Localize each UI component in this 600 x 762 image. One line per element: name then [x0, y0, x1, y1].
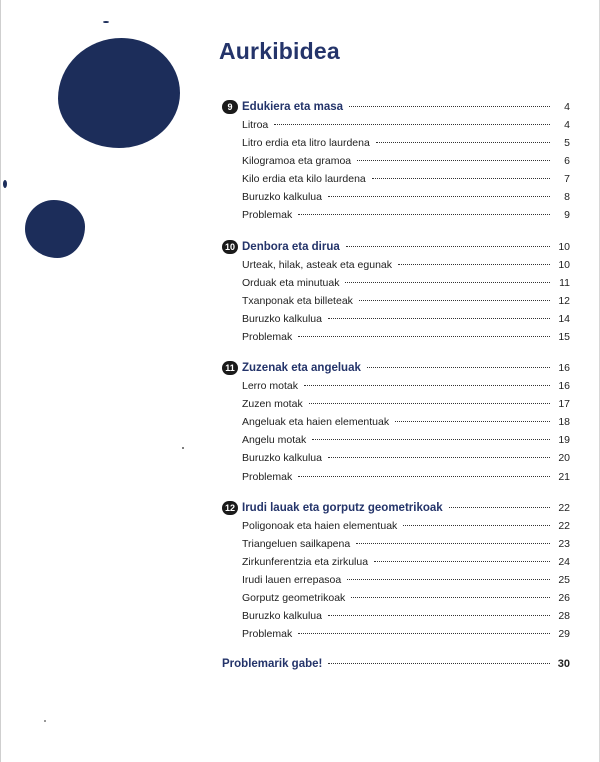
chapter-title-wrap: [222, 240, 340, 254]
toc-entry[interactable]: [222, 434, 570, 452]
chapter-title-wrap: [222, 501, 443, 515]
page-number: 28: [558, 610, 570, 623]
leader-dots: [298, 476, 550, 477]
leader-dots: [349, 106, 550, 107]
chapter-title: Irudi lauak eta gorputz geometrikoak: [242, 501, 443, 514]
toc-entry[interactable]: [222, 556, 570, 574]
page-number: 5: [564, 137, 570, 150]
toc-entry[interactable]: [222, 155, 570, 173]
leader-dots: [359, 300, 550, 301]
ink-blot-large: [58, 38, 180, 148]
page-number: 22: [558, 519, 570, 532]
leader-dots: [351, 597, 550, 598]
toc-entry[interactable]: [222, 380, 570, 398]
chapter-title: Zuzenak eta angeluak: [242, 362, 361, 375]
toc-entry[interactable]: [222, 137, 570, 155]
page-number: 19: [558, 434, 570, 447]
toc-entry[interactable]: [222, 259, 570, 277]
entry-title: Urteak, hilak, asteak eta egunak: [242, 258, 393, 271]
ink-blot-small: [25, 200, 85, 258]
toc-section: [222, 100, 570, 228]
leader-dots: [328, 318, 550, 319]
toc-chapter-heading[interactable]: [222, 501, 570, 520]
leader-dots: [398, 264, 550, 265]
page-number: 17: [558, 398, 570, 411]
page-number: 9: [564, 209, 570, 222]
leader-dots: [374, 561, 550, 562]
page-number: 29: [558, 628, 570, 641]
entry-title: Problemak: [242, 470, 293, 483]
entry-title: Kilogramoa eta gramoa: [242, 155, 352, 168]
page-number: 18: [558, 416, 570, 429]
entry-title: Buruzko kalkulua: [242, 312, 322, 325]
toc-entry[interactable]: [222, 538, 570, 556]
entry-title: Angeluak eta haien elementuak: [242, 416, 390, 429]
page-number: 25: [558, 573, 570, 586]
entry-title: Litroa: [242, 119, 269, 131]
entry-title: Problemak: [242, 330, 293, 343]
entry-title: Orduak eta minutuak: [242, 276, 340, 289]
leader-dots: [328, 615, 550, 616]
ink-speck: [182, 447, 184, 449]
chapter-title: Denbora eta dirua: [242, 240, 340, 253]
leader-dots: [403, 525, 550, 526]
toc-final-entry[interactable]: [222, 658, 570, 676]
toc-entry[interactable]: [222, 610, 570, 628]
table-of-contents: [222, 100, 570, 676]
page-number: 22: [558, 501, 570, 514]
leader-dots: [357, 160, 550, 161]
toc-entry[interactable]: [222, 452, 570, 470]
toc-entry[interactable]: [222, 471, 570, 489]
page-number: 10: [558, 258, 570, 271]
leader-dots: [298, 214, 550, 215]
leader-dots: [298, 336, 550, 337]
page-number: 20: [558, 452, 570, 465]
leader-dots: [312, 439, 550, 440]
leader-dots: [274, 124, 550, 125]
toc-entry[interactable]: [222, 209, 570, 227]
toc-chapter-heading[interactable]: [222, 361, 570, 380]
entry-title: Problemak: [242, 628, 293, 641]
page-number: 26: [558, 591, 570, 604]
leader-dots: [395, 421, 550, 422]
leader-dots: [346, 246, 550, 247]
entry-title: Angelu motak: [242, 434, 307, 447]
leader-dots: [367, 367, 550, 368]
entry-title: Kilo erdia eta kilo laurdena: [242, 173, 366, 186]
leader-dots: [328, 196, 550, 197]
entry-title: Zirkunferentzia eta zirkulua: [242, 555, 369, 568]
page-number: 16: [558, 380, 570, 393]
leader-dots: [298, 633, 550, 634]
page-number: 16: [558, 362, 570, 375]
leader-dots: [347, 579, 550, 580]
entry-title: Triangeluen sailkapena: [242, 537, 351, 550]
toc-entry[interactable]: [222, 173, 570, 191]
toc-entry[interactable]: [222, 119, 570, 137]
page-number: 14: [558, 312, 570, 325]
toc-entry[interactable]: [222, 295, 570, 313]
page-number: 24: [558, 555, 570, 568]
leader-dots: [376, 142, 550, 143]
leader-dots: [304, 385, 550, 386]
page-number: 4: [564, 119, 570, 131]
entry-title: Poligonoak eta haien elementuak: [242, 519, 398, 532]
ink-speck: [3, 180, 7, 188]
leader-dots: [372, 178, 550, 179]
entry-title: Zuzen motak: [242, 398, 303, 411]
page-number: 4: [564, 101, 570, 113]
page-number: 10: [558, 240, 570, 253]
leader-dots: [328, 663, 550, 664]
page-number: 23: [558, 537, 570, 550]
ink-speck: [44, 720, 46, 722]
chapter-number-badge: 9: [222, 100, 238, 114]
entry-title: Txanponak eta billeteak: [242, 294, 353, 307]
toc-section: [222, 501, 570, 647]
page-number: 21: [558, 470, 570, 483]
toc-entry[interactable]: [222, 628, 570, 646]
toc-entry[interactable]: [222, 191, 570, 209]
entry-title: Litro erdia eta litro laurdena: [242, 137, 370, 150]
entry-title: Gorputz geometrikoak: [242, 591, 346, 604]
entry-title: Irudi lauen errepasoa: [242, 573, 342, 586]
toc-entry[interactable]: [222, 520, 570, 538]
chapter-title-wrap: [222, 361, 361, 375]
leader-dots: [345, 282, 550, 283]
chapter-title-wrap: [222, 100, 343, 114]
leader-dots: [328, 457, 550, 458]
leader-dots: [356, 543, 550, 544]
toc-entry[interactable]: [222, 416, 570, 434]
chapter-number-badge: 11: [222, 361, 238, 375]
toc-entry[interactable]: [222, 592, 570, 610]
page-number: 7: [564, 173, 570, 186]
page-edge-left: [0, 0, 1, 762]
toc-entry[interactable]: [222, 313, 570, 331]
ink-speck: [103, 21, 109, 23]
toc-section: [222, 361, 570, 489]
toc-entry[interactable]: [222, 277, 570, 295]
entry-title: Buruzko kalkulua: [242, 610, 322, 623]
entry-title: Buruzko kalkulua: [242, 452, 322, 465]
chapter-title: Edukiera eta masa: [242, 101, 344, 113]
page-title: Aurkibidea: [219, 38, 340, 64]
entry-title: Lerro motak: [242, 380, 299, 393]
entry-title: Problemarik gabe!: [222, 658, 323, 671]
toc-entry[interactable]: [222, 331, 570, 349]
chapter-number-badge: 12: [222, 501, 238, 515]
toc-entry[interactable]: [222, 574, 570, 592]
entry-title: Buruzko kalkulua: [242, 191, 322, 204]
toc-chapter-heading[interactable]: [222, 240, 570, 259]
chapter-number-badge: 10: [222, 240, 238, 254]
entry-title: Problemak: [242, 209, 293, 222]
toc-section: [222, 240, 570, 349]
page-number: 11: [559, 276, 570, 289]
leader-dots: [449, 507, 550, 508]
page-number: 8: [564, 191, 570, 204]
toc-chapter-heading[interactable]: [222, 100, 570, 119]
leader-dots: [309, 403, 550, 404]
page-number: 6: [564, 155, 570, 168]
page-number: 15: [558, 330, 570, 343]
page-number: 30: [557, 658, 570, 671]
page-number: 12: [558, 294, 570, 307]
toc-entry[interactable]: [222, 398, 570, 416]
